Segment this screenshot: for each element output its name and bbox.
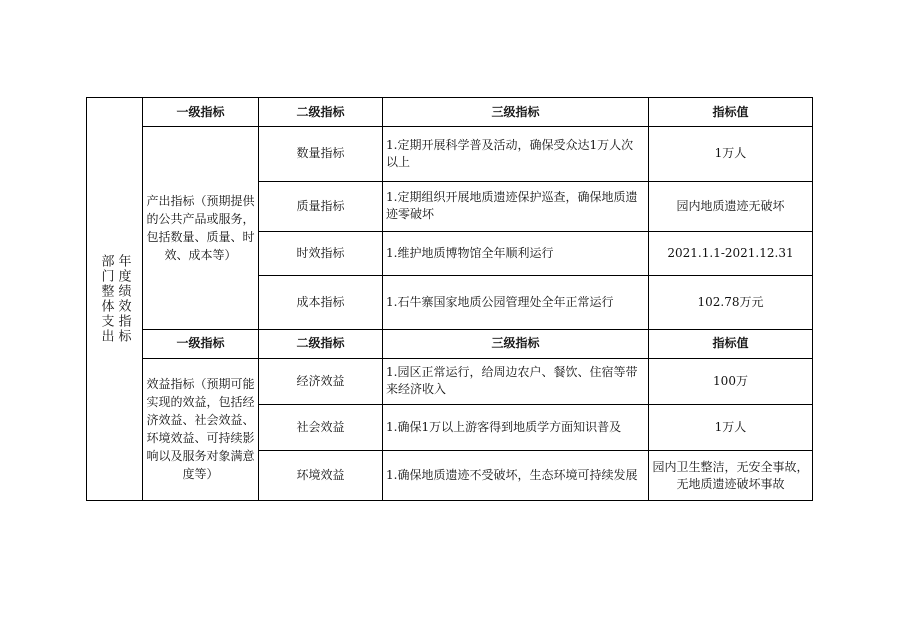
header-level2: 二级指标 [259,98,383,127]
value-cell: 园内卫生整洁，无安全事故，无地质遗迹破坏事故 [649,451,813,501]
value-cell: 1万人 [649,405,813,451]
side-label-line-2: 部门整体支出 [98,254,114,344]
header-level1: 一级指标 [143,98,259,127]
level2-cell: 环境效益 [259,451,383,501]
header-level3: 三级指标 [383,98,649,127]
level3-cell: 1.定期开展科学普及活动，确保受众达1万人次以上 [383,127,649,182]
level2-cell: 经济效益 [259,358,383,405]
level3-cell: 1.石牛寨国家地质公园管理处全年正常运行 [383,275,649,329]
header-value: 指标值 [649,329,813,358]
header-row-output [87,98,813,127]
header-level3: 三级指标 [383,329,649,358]
header-row-benefit [87,329,813,358]
level3-cell: 1.定期组织开展地质遗迹保护巡查，确保地质遗迹零破坏 [383,181,649,231]
output-level1-cell: 产出指标（预期提供的公共产品或服务，包括数量、质量、时效、成本等） [143,127,259,330]
side-label-line-1: 年度绩效指标 [115,254,131,344]
table-row [87,127,813,182]
level2-cell: 成本指标 [259,275,383,329]
level2-cell: 社会效益 [259,405,383,451]
value-cell: 园内地质遗迹无破坏 [649,181,813,231]
value-cell: 1万人 [649,127,813,182]
benefit-level1-cell: 效益指标（预期可能实现的效益，包括经济效益、社会效益、环境效益、可持续影响以及服务对象满意度等） [143,358,259,501]
value-cell: 2021.1.1-2021.12.31 [649,231,813,275]
side-label [87,98,143,501]
level2-cell: 时效指标 [259,231,383,275]
level2-cell: 数量指标 [259,127,383,182]
level3-cell: 1.园区正常运行，给周边农户、餐饮、住宿等带来经济收入 [383,358,649,405]
performance-indicator-table [86,97,813,501]
table-row [87,358,813,405]
value-cell: 102.78万元 [649,275,813,329]
header-value: 指标值 [649,98,813,127]
level3-cell: 1.维护地质博物馆全年顺利运行 [383,231,649,275]
header-level1: 一级指标 [143,329,259,358]
value-cell: 100万 [649,358,813,405]
level2-cell: 质量指标 [259,181,383,231]
header-level2: 二级指标 [259,329,383,358]
level3-cell: 1.确保地质遗迹不受破坏，生态环境可持续发展 [383,451,649,501]
level3-cell: 1.确保1万以上游客得到地质学方面知识普及 [383,405,649,451]
